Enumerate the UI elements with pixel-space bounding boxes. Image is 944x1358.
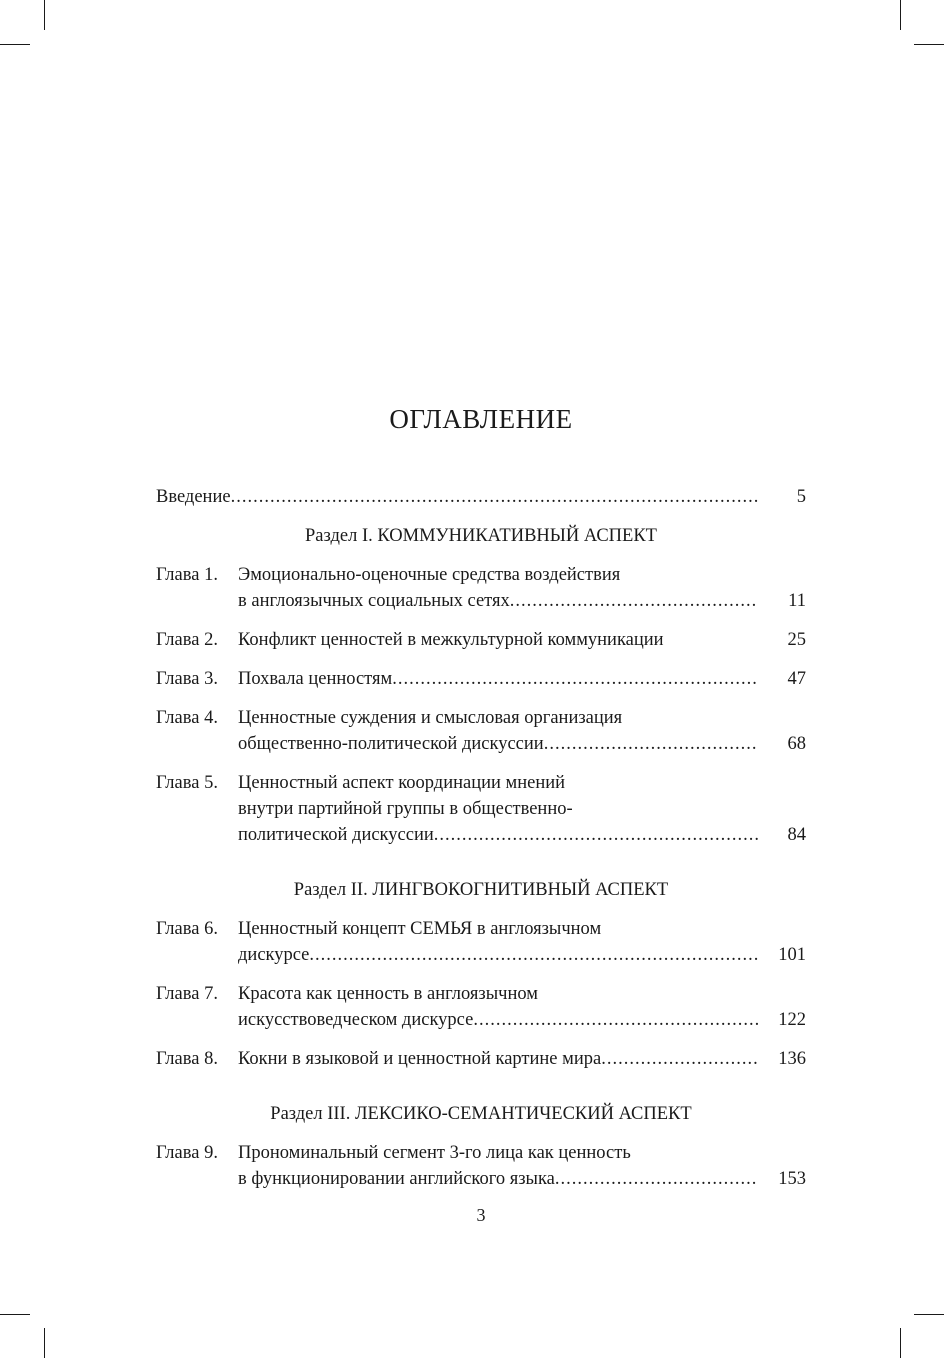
crop-mark-top-right bbox=[900, 0, 901, 30]
chapter-label: Глава 6. bbox=[156, 919, 218, 939]
dot-leader bbox=[473, 1007, 758, 1033]
toc-page-number: 84 bbox=[787, 825, 806, 845]
chapter-title-line: в англоязычных социальных сетях bbox=[238, 591, 510, 611]
dot-leader bbox=[544, 731, 758, 757]
chapter-title-line: Кокни в языковой и ценностной картине мира bbox=[238, 1049, 602, 1069]
toc-entry-intro[interactable] bbox=[156, 484, 806, 510]
toc-page-number: 68 bbox=[787, 734, 806, 754]
toc-entry-chapter-5[interactable] bbox=[156, 770, 806, 848]
dot-leader bbox=[309, 942, 758, 968]
crop-mark-bottom-left-h bbox=[0, 1314, 30, 1315]
chapter-title-line: Ценностные суждения и смысловая организация bbox=[238, 708, 623, 728]
toc-entry-chapter-1[interactable] bbox=[156, 562, 806, 614]
crop-mark-top-left-h bbox=[0, 44, 30, 45]
crop-mark-top-left bbox=[44, 0, 45, 30]
toc-entry-chapter-8[interactable] bbox=[156, 1046, 806, 1072]
toc-entry-title: Введение bbox=[156, 487, 231, 507]
crop-mark-bottom-left bbox=[44, 1328, 45, 1358]
chapter-title-line: Похвала ценностям bbox=[238, 669, 393, 689]
section-heading-1: Раздел I. КОММУНИКАТИВНЫЙ АСПЕКТ bbox=[305, 526, 657, 546]
page-folio-number: 3 bbox=[476, 1205, 486, 1225]
toc-entry-chapter-9[interactable] bbox=[156, 1140, 806, 1192]
toc-page-number: 25 bbox=[787, 630, 806, 650]
toc-page-number: 101 bbox=[778, 945, 806, 965]
dot-leader bbox=[392, 666, 758, 692]
chapter-title-line: внутри партийной группы в общественно- bbox=[238, 799, 573, 819]
toc-entry-chapter-4[interactable] bbox=[156, 705, 806, 757]
toc-page-number: 47 bbox=[787, 669, 806, 689]
toc-entry-chapter-2[interactable] bbox=[156, 627, 806, 653]
crop-mark-bottom-right-h bbox=[914, 1314, 944, 1315]
toc-page-number: 5 bbox=[796, 487, 806, 507]
chapter-label: Глава 9. bbox=[156, 1143, 218, 1163]
chapter-label: Глава 1. bbox=[156, 565, 218, 585]
toc-page-number: 122 bbox=[778, 1010, 806, 1030]
toc-entry-chapter-6[interactable] bbox=[156, 916, 806, 968]
chapter-label: Глава 4. bbox=[156, 708, 218, 728]
dot-leader bbox=[434, 822, 758, 848]
chapter-title-line: общественно-политической дискуссии bbox=[238, 734, 544, 754]
dot-leader bbox=[510, 588, 758, 614]
dot-leader bbox=[231, 484, 758, 510]
toc-entry-chapter-7[interactable] bbox=[156, 981, 806, 1033]
chapter-label: Глава 7. bbox=[156, 984, 218, 1004]
table-of-contents bbox=[156, 484, 806, 1192]
page-title: ОГЛАВЛЕНИЕ bbox=[389, 404, 573, 434]
toc-page-number: 153 bbox=[778, 1169, 806, 1189]
toc-page-number: 11 bbox=[788, 591, 806, 611]
chapter-title-line: Ценностный аспект координации мнений bbox=[238, 773, 566, 793]
section-heading-3: Раздел III. ЛЕКСИКО-СЕМАНТИЧЕСКИЙ АСПЕКТ bbox=[270, 1104, 692, 1124]
chapter-label: Глава 2. bbox=[156, 630, 218, 650]
chapter-title-line: Эмоционально-оценочные средства воздействия bbox=[238, 565, 621, 585]
chapter-label: Глава 3. bbox=[156, 669, 218, 689]
chapter-title-line: Прономинальный сегмент 3-го лица как ценность bbox=[238, 1143, 631, 1163]
chapter-title-line: Конфликт ценностей в межкультурной коммуникации bbox=[238, 630, 664, 650]
dot-leader bbox=[555, 1166, 758, 1192]
chapter-title-line: политической дискуссии bbox=[238, 825, 434, 845]
chapter-label: Глава 5. bbox=[156, 773, 218, 793]
chapter-title-line: дискурсе bbox=[238, 945, 310, 965]
chapter-title-line: Ценностный концепт СЕМЬЯ в англоязычном bbox=[238, 919, 602, 939]
chapter-title-line: искусствоведческом дискурсе bbox=[238, 1010, 474, 1030]
dot-leader bbox=[601, 1046, 758, 1072]
crop-mark-top-right-h bbox=[914, 44, 944, 45]
toc-page-number: 136 bbox=[778, 1049, 806, 1069]
chapter-title-line: в функционировании английского языка bbox=[238, 1169, 555, 1189]
toc-entry-chapter-3[interactable] bbox=[156, 666, 806, 692]
crop-mark-bottom-right bbox=[900, 1328, 901, 1358]
section-heading-2: Раздел II. ЛИНГВОКОГНИТИВНЫЙ АСПЕКТ bbox=[293, 880, 669, 900]
chapter-label: Глава 8. bbox=[156, 1049, 218, 1069]
chapter-title-line: Красота как ценность в англоязычном bbox=[238, 984, 538, 1004]
